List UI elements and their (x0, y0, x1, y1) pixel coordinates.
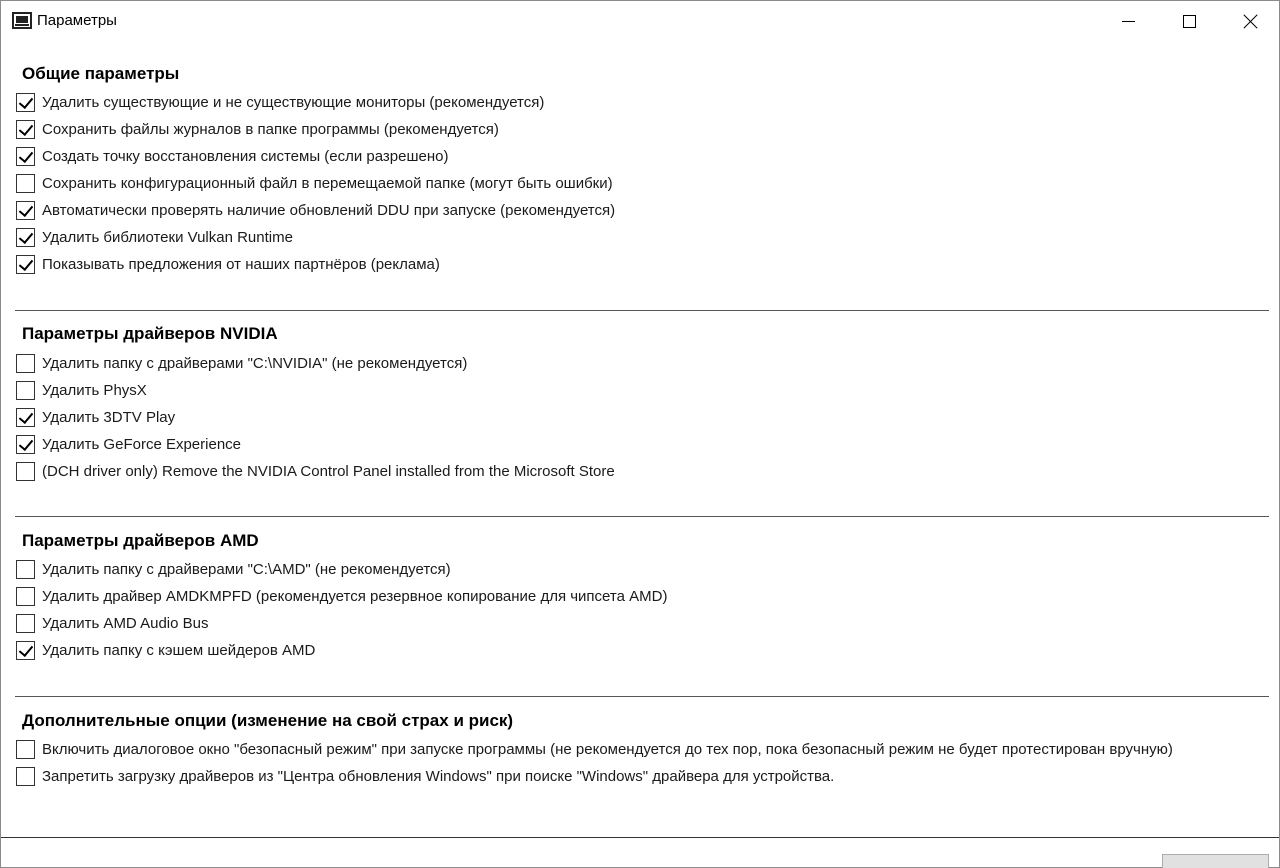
option-label: Удалить PhysX (42, 381, 147, 399)
option-label: Удалить папку с драйверами "C:\NVIDIA" (не рекомендуется) (42, 354, 468, 372)
checkbox[interactable] (16, 767, 35, 786)
option-label: Удалить папку с драйверами "C:\AMD" (не рекомендуется) (42, 560, 451, 578)
option-block-windows-update-drivers[interactable] (16, 765, 834, 787)
option-label: Удалить папку с кэшем шейдеров AMD (42, 641, 316, 659)
option-label: Запретить загрузку драйверов из "Центра обновления Windows" при поиске "Windows" драйвера для устройства. (42, 767, 835, 785)
option-label: (DCH driver only) Remove the NVIDIA Control Panel installed from the Microsoft Store (42, 462, 615, 480)
option-safe-mode-dialog[interactable] (16, 738, 1173, 760)
section-heading: Параметры драйверов NVIDIA (22, 324, 278, 343)
option-label: Включить диалоговое окно "безопасный режим" при запуске программы (не рекомендуется до тех пор, пока безопасный режим не будет протестирован вручную) (42, 740, 1173, 758)
option-label: Сохранить конфигурационный файл в перемещаемой папке (могут быть ошибки) (42, 174, 613, 192)
option-label: Удалить AMD Audio Bus (42, 614, 209, 632)
section-heading: Общие параметры (22, 64, 180, 83)
section-heading: Дополнительные опции (изменение на свой страх и риск) (22, 711, 514, 730)
option-label: Удалить 3DTV Play (42, 408, 176, 426)
window-title: Параметры (37, 12, 117, 29)
checkbox[interactable] (16, 740, 35, 759)
option-label: Удалить GeForce Experience (42, 435, 241, 453)
option-label: Удалить библиотеки Vulkan Runtime (42, 228, 293, 246)
option-label: Автоматически проверять наличие обновлений DDU при запуске (рекомендуется) (42, 201, 616, 219)
section-advanced (1, 1, 1279, 801)
option-label: Показывать предложения от наших партнёров (реклама) (42, 255, 440, 273)
option-label: Сохранить файлы журналов в папке программы (рекомендуется) (42, 120, 499, 138)
section-heading: Параметры драйверов AMD (22, 531, 259, 550)
option-label: Создать точку восстановления системы (если разрешено) (42, 147, 449, 165)
option-label: Удалить драйвер AMDKMPFD (рекомендуется резервное копирование для чипсета AMD) (42, 587, 668, 605)
option-label: Удалить существующие и не существующие мониторы (рекомендуется) (42, 93, 545, 111)
footer-divider (1, 837, 1279, 838)
close-settings-button[interactable] (1162, 854, 1269, 868)
